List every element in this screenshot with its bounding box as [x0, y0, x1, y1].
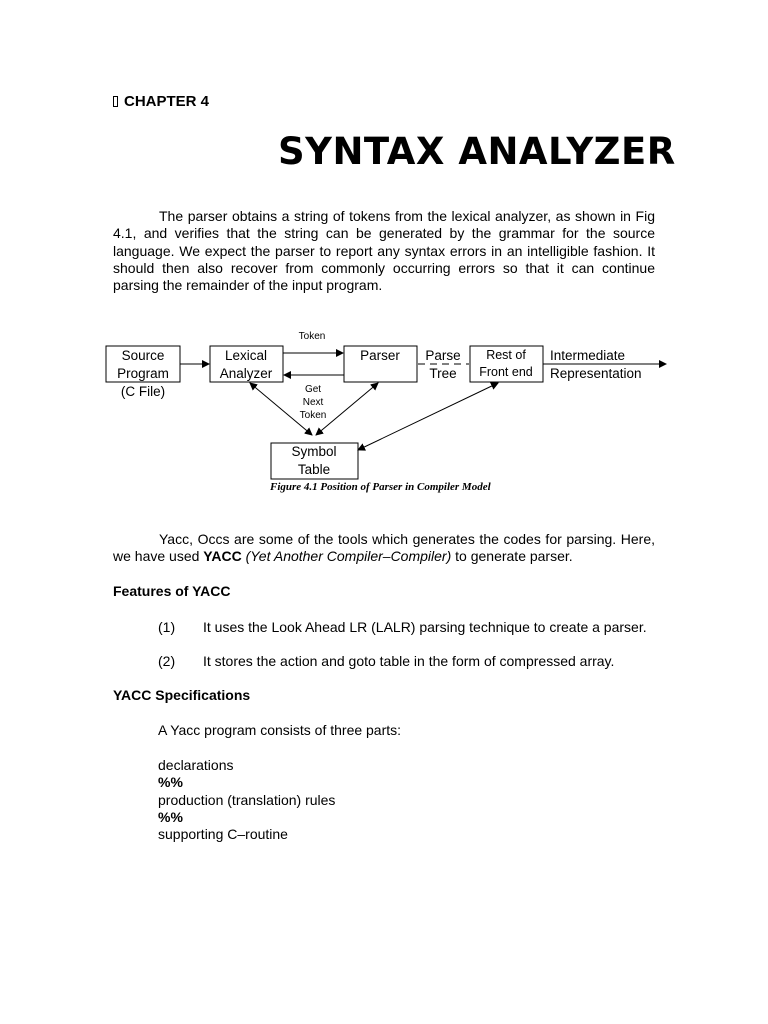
parse-tree-line1: Parse	[425, 348, 461, 363]
intermediate-representation-line2: Representation	[550, 366, 642, 381]
list-item	[158, 619, 655, 636]
spec-line-declarations: declarations	[158, 757, 234, 773]
token-label: Token	[298, 331, 326, 342]
yacc-bold: YACC	[203, 548, 242, 565]
symbol-table-line1: Symbol	[291, 444, 337, 459]
page-title: SYNTAX ANALYZER	[278, 130, 676, 173]
get-next-token-line2: Next	[302, 397, 324, 408]
spec-line-separator: %%	[158, 809, 183, 825]
parse-tree-line2: Tree	[429, 366, 457, 381]
lexical-analyzer-line2: Analyzer	[219, 366, 273, 381]
square-bullet-icon	[113, 96, 118, 107]
list-item-number: (1)	[158, 619, 176, 635]
rest-of-front-end-line2: Front end	[479, 365, 533, 379]
chapter-heading	[113, 93, 209, 110]
source-program-line2: Program	[117, 366, 169, 381]
features-heading: Features of YACC	[113, 583, 231, 599]
spec-line-routine: supporting C–routine	[158, 826, 288, 842]
specs-intro: A Yacc program consists of three parts:	[158, 722, 402, 738]
source-program-line1: Source	[121, 348, 165, 363]
parser-symbol-table-arrow	[316, 383, 378, 435]
source-program-note: (C File)	[120, 384, 166, 399]
lexical-symbol-table-arrow	[250, 383, 312, 435]
get-next-token-line1: Get	[304, 384, 322, 395]
lexical-analyzer-line1: Lexical	[224, 348, 268, 363]
front-end-symbol-table-arrow	[358, 383, 498, 450]
list-item-number: (2)	[158, 653, 176, 669]
list-item-text: It stores the action and goto table in the form of compressed array.	[203, 653, 615, 669]
chapter-label: CHAPTER 4	[124, 93, 210, 110]
get-next-token-line3: Token	[299, 410, 327, 421]
list-item	[158, 653, 655, 670]
yacc-expansion: (Yet Another Compiler–Compiler)	[241, 548, 452, 565]
symbol-table-line2: Table	[297, 462, 331, 477]
list-item-text: It uses the Look Ahead LR (LALR) parsing technique to create a parser.	[203, 619, 647, 635]
intermediate-representation-line1: Intermediate	[550, 348, 626, 363]
rest-of-front-end-line1: Rest of	[486, 348, 526, 362]
figure-caption: Figure 4.1 Position of Parser in Compiler Model	[270, 481, 491, 493]
yacc-paragraph-text1: Yacc, Occs are some of the tools which generates the codes for parsing. Here, we have used	[113, 531, 655, 565]
yacc-paragraph-text2: to generate parser.	[451, 548, 573, 565]
spec-line-rules: production (translation) rules	[158, 792, 336, 808]
compiler-model-diagram	[0, 320, 768, 480]
spec-line-separator: %%	[158, 774, 183, 790]
specs-heading: YACC Specifications	[113, 687, 251, 703]
yacc-paragraph	[113, 531, 655, 566]
intro-paragraph: The parser obtains a string of tokens from the lexical analyzer, as shown in Fig 4.1, and verifies that the string can be generated by the grammar for the source language. We expect the parser to report any syntax errors in an intelligible fashion. It should then also recover from commonly occurring errors so that it can continue parsing the remainder of the input program.	[113, 208, 655, 294]
parser-label: Parser	[360, 348, 400, 363]
